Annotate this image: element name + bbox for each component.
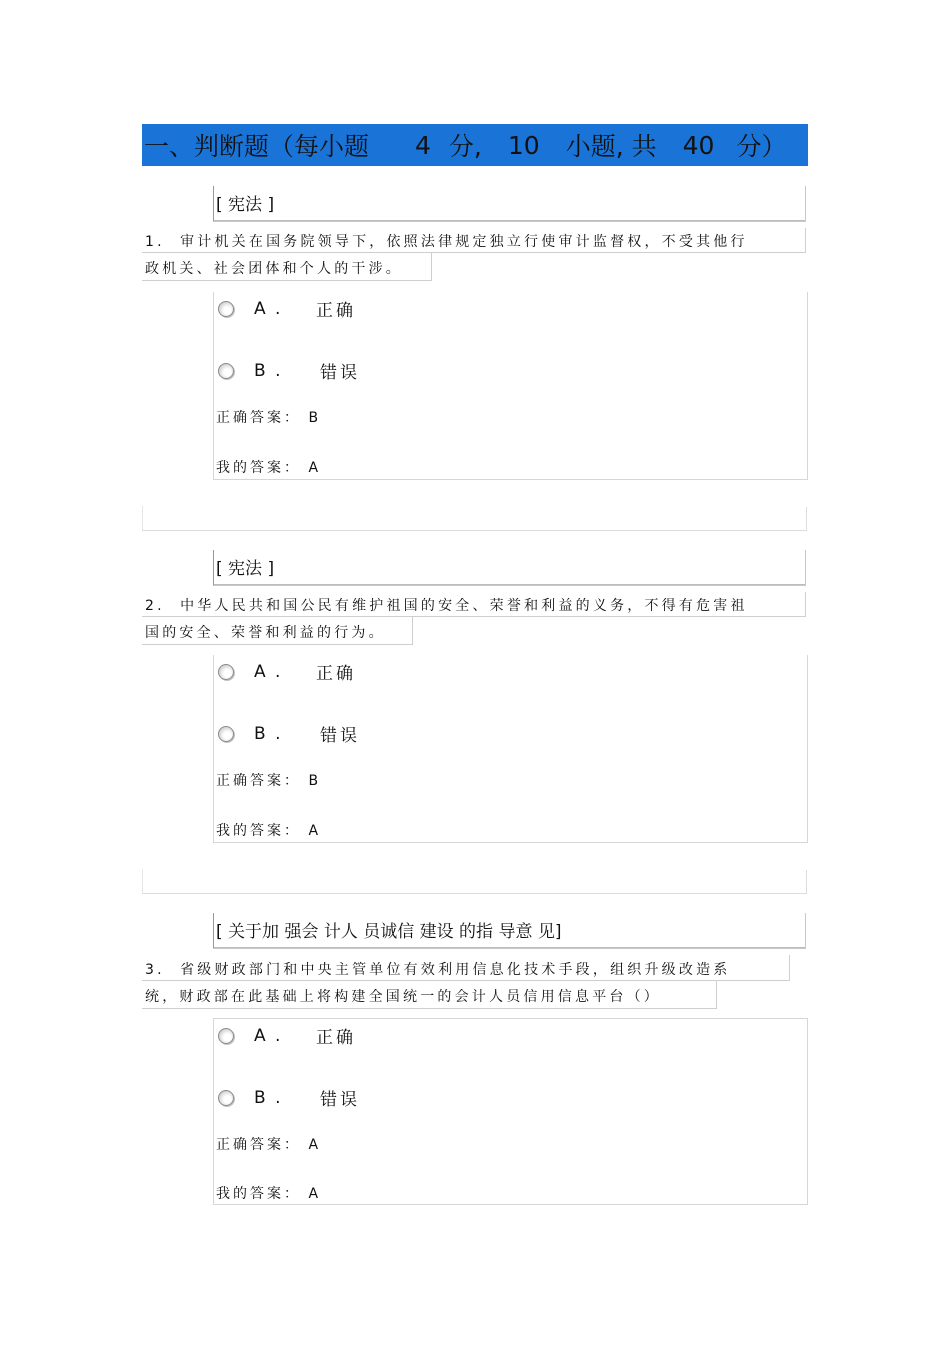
my-answer-value: A [308, 823, 319, 839]
option-text: 错误 [320, 1090, 360, 1110]
my-answer [216, 820, 318, 840]
option-b[interactable] [218, 1085, 360, 1110]
my-answer-label: 我的答案： [216, 823, 301, 839]
my-answer-value: A [308, 460, 319, 476]
option-a[interactable] [218, 296, 356, 321]
options-panel [213, 292, 808, 480]
my-answer-label: 我的答案： [216, 460, 301, 476]
radio-button-icon[interactable] [218, 726, 234, 742]
question-unit: 小题, [565, 132, 624, 161]
option-letter: A . [254, 661, 283, 682]
options-panel [213, 1018, 808, 1205]
option-b[interactable] [218, 721, 360, 746]
total-label: 共 [631, 132, 657, 161]
question-number: 1. [145, 234, 165, 250]
question-text-line: 统，财政部在此基础上将构建全国统一的会计人员信用信息平台（） [145, 989, 661, 1005]
question-text-line: 国的安全、荣誉和利益的行为。 [145, 625, 386, 641]
radio-button-icon[interactable] [218, 664, 234, 680]
correct-answer-value: B [308, 410, 319, 426]
section-title: 一、判断题（每小题 [144, 132, 370, 161]
question-text [142, 957, 806, 1011]
option-letter: B . [254, 1087, 283, 1108]
points-value: 4 [415, 130, 431, 160]
correct-answer-label: 正确答案： [216, 410, 301, 426]
option-b[interactable] [218, 358, 360, 383]
radio-button-icon[interactable] [218, 301, 234, 317]
points-unit: 分, [448, 132, 482, 161]
option-text: 错误 [320, 363, 360, 383]
correct-answer-value: B [308, 773, 319, 789]
my-answer-label: 我的答案： [216, 1186, 301, 1202]
question-text [142, 229, 806, 283]
question-number: 2. [145, 598, 165, 614]
divider [142, 507, 807, 531]
radio-button-icon[interactable] [218, 363, 234, 379]
option-text: 正确 [316, 664, 356, 684]
radio-button-icon[interactable] [218, 1090, 234, 1106]
options-panel [213, 655, 808, 843]
option-letter: A . [254, 298, 283, 319]
option-text: 错误 [320, 726, 360, 746]
correct-answer [216, 407, 318, 427]
question-text-line: 中华人民共和国公民有维护祖国的安全、荣誉和利益的义务，不得有危害祖 [180, 598, 748, 614]
correct-answer-label: 正确答案： [216, 1137, 301, 1153]
question-text-line: 省级财政部门和中央主管单位有效利用信息化技术手段，组织升级改造系 [180, 962, 731, 978]
option-text: 正确 [316, 301, 356, 321]
option-a[interactable] [218, 659, 356, 684]
my-answer-value: A [308, 1186, 319, 1202]
question-count: 10 [507, 130, 540, 160]
section-header [142, 124, 808, 166]
correct-answer-label: 正确答案： [216, 773, 301, 789]
my-answer [216, 1183, 318, 1203]
question-category: [ 关于加 强会 计人 员诚信 建设 的指 导意 见] [213, 913, 806, 949]
question-text-line: 审计机关在国务院领导下，依照法律规定独立行使审计监督权，不受其他行 [180, 234, 748, 250]
question-category: [ 宪法 ] [213, 186, 806, 222]
option-letter: B . [254, 723, 283, 744]
my-answer [216, 457, 318, 477]
question-text [142, 593, 806, 647]
radio-button-icon[interactable] [218, 1028, 234, 1044]
option-letter: A . [254, 1025, 283, 1046]
option-a[interactable] [218, 1023, 356, 1048]
question-number: 3. [145, 962, 165, 978]
option-letter: B . [254, 360, 283, 381]
divider [142, 870, 807, 894]
correct-answer-value: A [308, 1137, 319, 1153]
question-text-line: 政机关、社会团体和个人的干涉。 [145, 261, 403, 277]
correct-answer [216, 770, 318, 790]
question-category: [ 宪法 ] [213, 550, 806, 586]
correct-answer [216, 1134, 318, 1154]
total-value: 40 [682, 130, 715, 160]
option-text: 正确 [316, 1028, 356, 1048]
total-unit: 分） [736, 132, 787, 161]
